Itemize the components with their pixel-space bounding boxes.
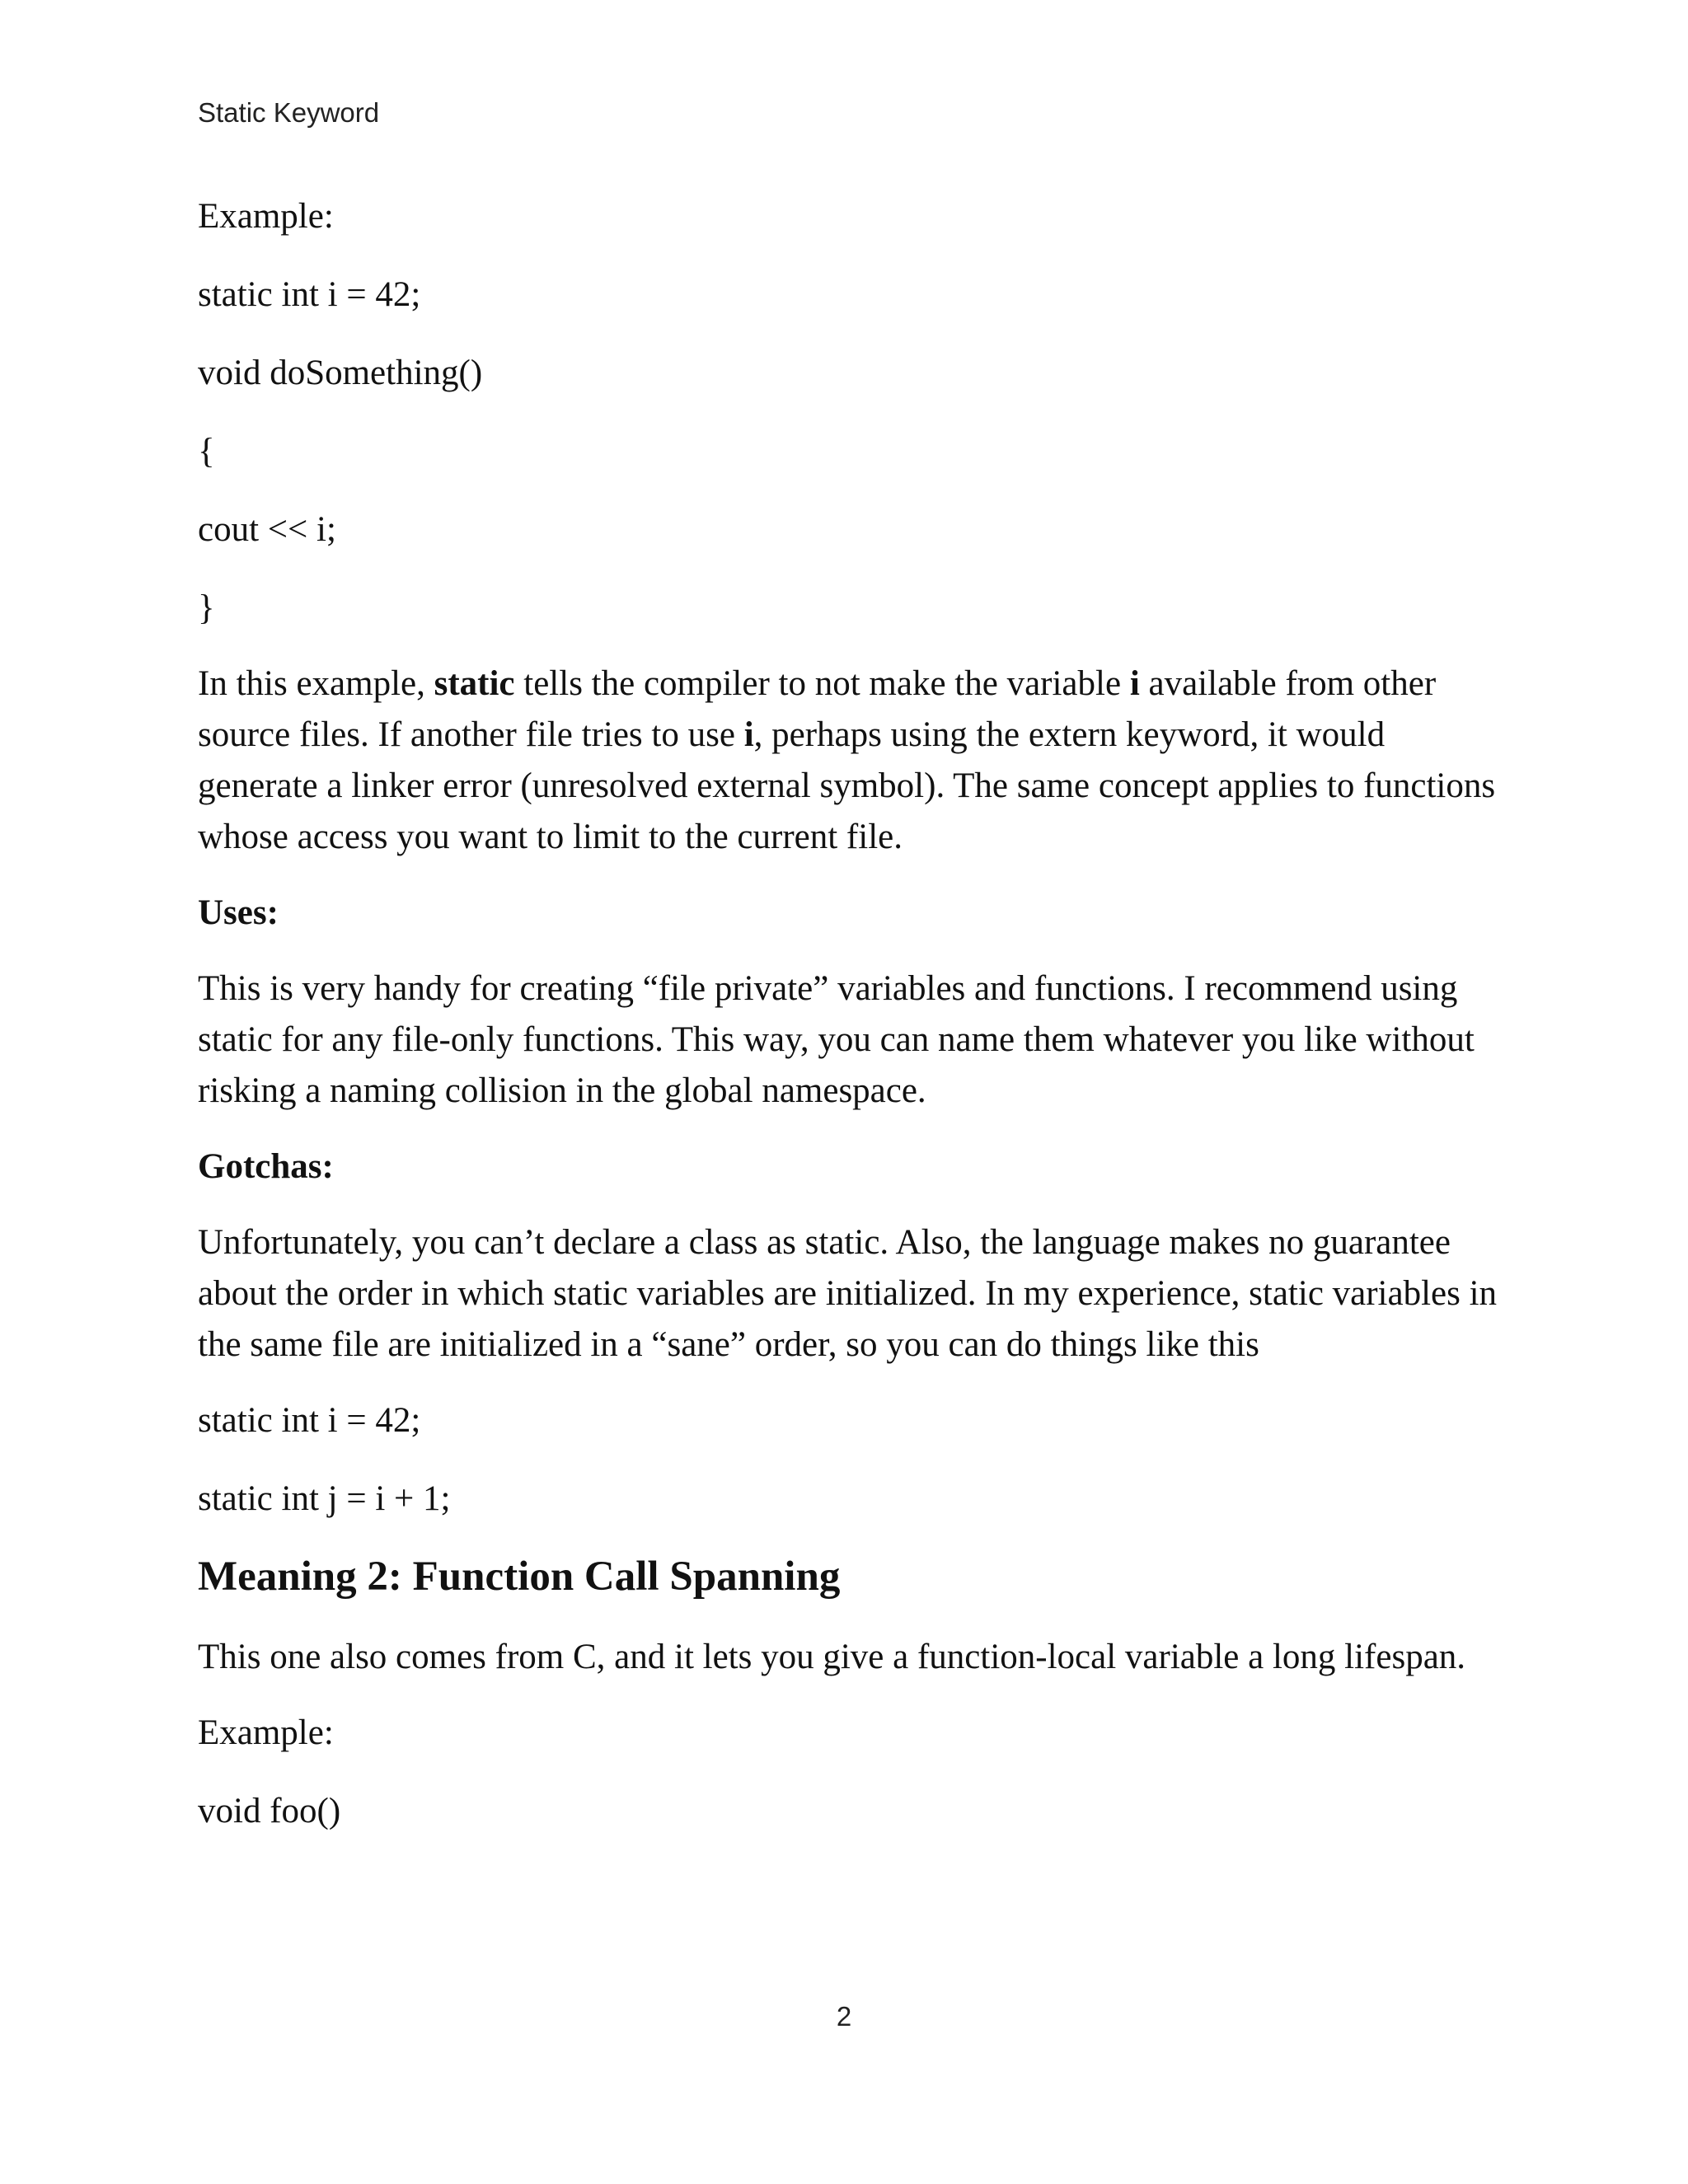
gotchas-paragraph: Unfortunately, you can’t declare a class as static. Also, the language makes no guarantee about the order in which static variables are initialized. In my experience, static variables in the same file are initialized in a “sane” order, so you can do things like this [198,1223,1498,1364]
page-header: Static Keyword [198,97,380,128]
code-line: cout << i; [198,510,336,549]
code-line: } [198,588,215,627]
code-line: static int i = 42; [198,275,421,314]
code-line: void foo() [198,1792,341,1830]
example-label: Example: [198,197,334,236]
example-label: Example: [198,1713,334,1752]
uses-paragraph: This is very handy for creating “file private” variables and functions. I recommend using static for any file-only functions. This way, you can name them whatever you like without risking a naming collision in the global namespace. [198,969,1475,1110]
code-line: { [198,432,215,471]
section-heading: Meaning 2: Function Call Spanning [198,1554,841,1600]
variable-i: i [1129,664,1140,703]
code-line: void doSomething() [198,354,483,392]
code-line: static int j = i + 1; [198,1479,451,1518]
keyword-static: static [434,664,515,703]
meaning2-paragraph: This one also comes from C, and it lets you give a function-local variable a long lifespan. [198,1638,1466,1676]
page-number: 2 [836,2001,852,2032]
variable-i: i [743,715,754,754]
uses-label: Uses: [198,893,279,932]
code-line: static int i = 42; [198,1401,421,1440]
static-explanation-paragraph: In this example, static tells the compiler to not make the variable i available from other source files. If another file tries to use i, perhaps using the extern keyword, it would generate a linker error (unresolved external symbol). The same concept applies to functions whose access you want to limit to the current file. [198,664,1496,856]
document-body [198,191,1500,1864]
gotchas-label: Gotchas: [198,1147,334,1186]
